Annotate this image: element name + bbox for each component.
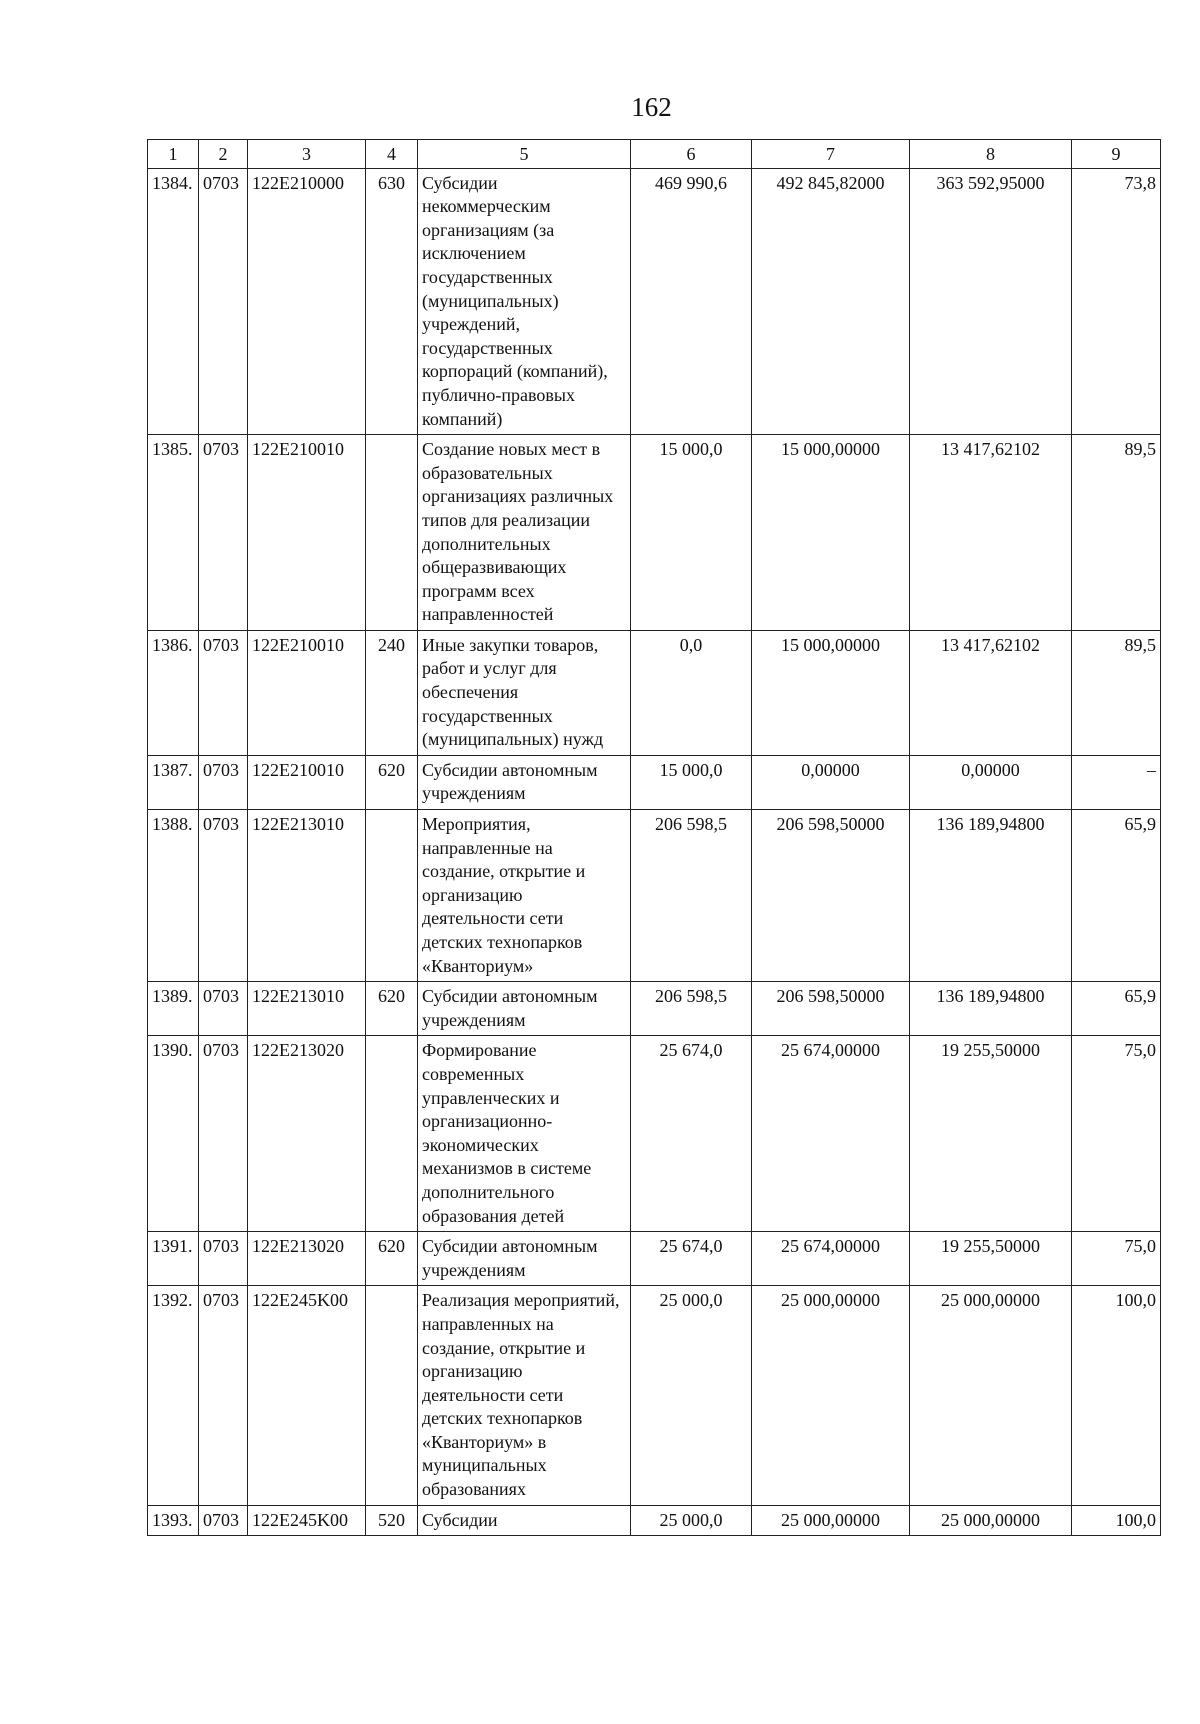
table-body: [148, 168, 1161, 1536]
table-row: [148, 168, 1161, 435]
approved-amount-cell: 25 000,0: [631, 1505, 752, 1536]
approved-amount-cell: 25 674,0: [631, 1036, 752, 1232]
percent-cell: 75,0: [1072, 1036, 1161, 1232]
item-name-cell: Субсидии: [418, 1505, 631, 1536]
section-code-cell: 0703: [199, 1286, 248, 1505]
target-article-cell: 122E210010: [248, 755, 366, 809]
planned-amount-cell: 492 845,82000: [752, 168, 910, 435]
executed-amount-cell: 25 000,00000: [910, 1286, 1072, 1505]
expense-type-cell: 620: [366, 1232, 418, 1286]
executed-amount-cell: 13 417,62102: [910, 630, 1072, 755]
approved-amount-cell: 206 598,5: [631, 810, 752, 982]
expense-type-cell: [366, 1036, 418, 1232]
item-name-cell: Формирование современных управленческих и организационно-экономических механизмов в системе дополнительного образования детей: [418, 1036, 631, 1232]
table-row: [148, 755, 1161, 809]
row-number-cell: 1391.: [148, 1232, 199, 1286]
table-row: [148, 630, 1161, 755]
executed-amount-cell: 19 255,50000: [910, 1036, 1072, 1232]
target-article-cell: 122E245K00: [248, 1505, 366, 1536]
column-header: 6: [631, 140, 752, 169]
approved-amount-cell: 25 000,0: [631, 1286, 752, 1505]
column-header: 1: [148, 140, 199, 169]
section-code-cell: 0703: [199, 630, 248, 755]
expense-type-cell: 520: [366, 1505, 418, 1536]
row-number-cell: 1389.: [148, 982, 199, 1036]
target-article-cell: 122E213010: [248, 810, 366, 982]
row-number-cell: 1384.: [148, 168, 199, 435]
table-row: [148, 1505, 1161, 1536]
expense-type-cell: [366, 1286, 418, 1505]
item-name-cell: Иные закупки товаров, работ и услуг для обеспечения государственных (муниципальных) нужд: [418, 630, 631, 755]
column-number-row: [148, 140, 1161, 169]
page-number: 162: [631, 92, 672, 122]
percent-cell: 75,0: [1072, 1232, 1161, 1286]
planned-amount-cell: 15 000,00000: [752, 630, 910, 755]
column-header: 5: [418, 140, 631, 169]
budget-table: [147, 139, 1161, 1536]
target-article-cell: 122E213020: [248, 1232, 366, 1286]
executed-amount-cell: 25 000,00000: [910, 1505, 1072, 1536]
table-row: [148, 1232, 1161, 1286]
table-row: [148, 1036, 1161, 1232]
target-article-cell: 122E245K00: [248, 1286, 366, 1505]
item-name-cell: Субсидии автономным учреждениям: [418, 1232, 631, 1286]
row-number-cell: 1390.: [148, 1036, 199, 1232]
planned-amount-cell: 0,00000: [752, 755, 910, 809]
approved-amount-cell: 469 990,6: [631, 168, 752, 435]
row-number-cell: 1392.: [148, 1286, 199, 1505]
target-article-cell: 122E210010: [248, 435, 366, 631]
table-row: [148, 1286, 1161, 1505]
expense-type-cell: [366, 435, 418, 631]
approved-amount-cell: 0,0: [631, 630, 752, 755]
table-row: [148, 810, 1161, 982]
executed-amount-cell: 136 189,94800: [910, 982, 1072, 1036]
row-number-cell: 1387.: [148, 755, 199, 809]
executed-amount-cell: 363 592,95000: [910, 168, 1072, 435]
column-header: 3: [248, 140, 366, 169]
section-code-cell: 0703: [199, 982, 248, 1036]
executed-amount-cell: 13 417,62102: [910, 435, 1072, 631]
percent-cell: 100,0: [1072, 1505, 1161, 1536]
item-name-cell: Субсидии автономным учреждениям: [418, 982, 631, 1036]
expense-type-cell: 630: [366, 168, 418, 435]
target-article-cell: 122E213010: [248, 982, 366, 1036]
row-number-cell: 1386.: [148, 630, 199, 755]
executed-amount-cell: 19 255,50000: [910, 1232, 1072, 1286]
planned-amount-cell: 25 674,00000: [752, 1232, 910, 1286]
section-code-cell: 0703: [199, 1232, 248, 1286]
planned-amount-cell: 25 674,00000: [752, 1036, 910, 1232]
section-code-cell: 0703: [199, 755, 248, 809]
table-row: [148, 982, 1161, 1036]
approved-amount-cell: 15 000,0: [631, 755, 752, 809]
approved-amount-cell: 206 598,5: [631, 982, 752, 1036]
column-header: 9: [1072, 140, 1161, 169]
planned-amount-cell: 206 598,50000: [752, 982, 910, 1036]
percent-cell: 100,0: [1072, 1286, 1161, 1505]
percent-cell: 65,9: [1072, 982, 1161, 1036]
percent-cell: –: [1072, 755, 1161, 809]
section-code-cell: 0703: [199, 435, 248, 631]
column-header: 8: [910, 140, 1072, 169]
expense-type-cell: 620: [366, 982, 418, 1036]
row-number-cell: 1388.: [148, 810, 199, 982]
section-code-cell: 0703: [199, 810, 248, 982]
target-article-cell: 122E210000: [248, 168, 366, 435]
executed-amount-cell: 136 189,94800: [910, 810, 1072, 982]
column-header: 4: [366, 140, 418, 169]
item-name-cell: Реализация мероприятий, направленных на создание, открытие и организацию деятельности сети детских технопарков «Кванториум» в муниципальных образованиях: [418, 1286, 631, 1505]
item-name-cell: Субсидии некоммерческим организациям (за исключением государственных (муниципальных) учреждений, государственных корпораций (компаний), публично-правовых компаний): [418, 168, 631, 435]
item-name-cell: Субсидии автономным учреждениям: [418, 755, 631, 809]
target-article-cell: 122E210010: [248, 630, 366, 755]
column-header: 2: [199, 140, 248, 169]
table-row: [148, 435, 1161, 631]
item-name-cell: Создание новых мест в образовательных организациях различных типов для реализации дополнительных общеразвивающих программ всех направленностей: [418, 435, 631, 631]
approved-amount-cell: 25 674,0: [631, 1232, 752, 1286]
percent-cell: 73,8: [1072, 168, 1161, 435]
planned-amount-cell: 25 000,00000: [752, 1286, 910, 1505]
section-code-cell: 0703: [199, 1505, 248, 1536]
section-code-cell: 0703: [199, 168, 248, 435]
column-header: 7: [752, 140, 910, 169]
row-number-cell: 1385.: [148, 435, 199, 631]
expense-type-cell: [366, 810, 418, 982]
planned-amount-cell: 25 000,00000: [752, 1505, 910, 1536]
percent-cell: 65,9: [1072, 810, 1161, 982]
item-name-cell: Мероприятия, направленные на создание, открытие и организацию деятельности сети детских технопарков «Кванториум»: [418, 810, 631, 982]
section-code-cell: 0703: [199, 1036, 248, 1232]
planned-amount-cell: 206 598,50000: [752, 810, 910, 982]
percent-cell: 89,5: [1072, 630, 1161, 755]
target-article-cell: 122E213020: [248, 1036, 366, 1232]
approved-amount-cell: 15 000,0: [631, 435, 752, 631]
executed-amount-cell: 0,00000: [910, 755, 1072, 809]
percent-cell: 89,5: [1072, 435, 1161, 631]
expense-type-cell: 240: [366, 630, 418, 755]
expense-type-cell: 620: [366, 755, 418, 809]
row-number-cell: 1393.: [148, 1505, 199, 1536]
planned-amount-cell: 15 000,00000: [752, 435, 910, 631]
